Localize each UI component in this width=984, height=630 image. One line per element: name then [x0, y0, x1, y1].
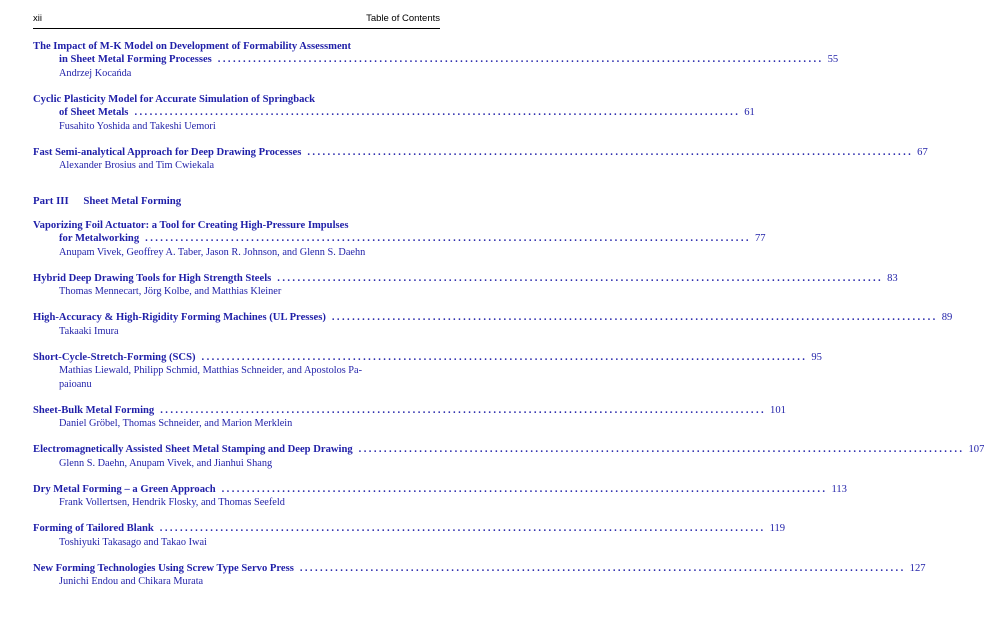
dot-leader: ........................................................................................................................ [307, 146, 914, 158]
entry-authors: Toshiyuki Takasago and Takao Iwai [59, 536, 207, 548]
entry-title[interactable]: Fast Semi-analytical Approach for Deep Drawing Processes [33, 146, 302, 158]
entry-title-line [33, 483, 847, 496]
entry-title[interactable]: Short-Cycle-Stretch-Forming (SCS) [33, 351, 196, 363]
entry-authors: Frank Vollertsen, Hendrik Flosky, and Thomas Seefeld [59, 497, 285, 509]
toc-entry[interactable] [33, 483, 847, 510]
entry-title[interactable]: New Forming Technologies Using Screw Type Servo Press [33, 562, 294, 574]
toc-entries-group-2 [33, 219, 984, 589]
entry-page-number[interactable]: 55 [827, 54, 839, 66]
entry-page-number[interactable]: 107 [968, 444, 984, 456]
entry-page-number[interactable]: 67 [917, 146, 928, 158]
toc-entry[interactable] [33, 562, 926, 589]
entry-page-number[interactable]: 119 [769, 523, 786, 535]
toc-entry[interactable] [33, 40, 839, 81]
dot-leader: ........................................................................................................................ [299, 562, 906, 574]
entry-title[interactable]: Electromagnetically Assisted Sheet Metal Stamping and Deep Drawing [33, 444, 353, 456]
entry-title-line [33, 219, 439, 232]
entry-authors: Andrzej Kocańda [59, 67, 132, 79]
toc-entry[interactable] [33, 311, 953, 338]
running-title: Table of Contents [366, 13, 440, 24]
page-number: xii [33, 13, 42, 24]
entry-title-line [33, 146, 928, 159]
entry-page-number[interactable]: 89 [941, 312, 953, 324]
dot-leader: ........................................................................................................................ [201, 351, 808, 363]
entry-page-number[interactable]: 77 [754, 233, 766, 245]
entry-title-line [33, 562, 926, 575]
entry-authors: Junichi Endou and Chikara Murata [59, 576, 204, 588]
entry-title[interactable]: of Sheet Metals [59, 107, 129, 119]
entry-title[interactable]: Forming of Tailored Blank [33, 523, 154, 535]
entry-title-line [33, 40, 439, 53]
entry-title[interactable]: Dry Metal Forming – a Green Approach [33, 483, 216, 495]
toc-entry[interactable] [33, 146, 928, 173]
entry-authors: Glenn S. Daehn, Anupam Vivek, and Jianhui Shang [59, 457, 273, 469]
entry-authors: Daniel Gröbel, Thomas Schneider, and Marion Merklein [59, 418, 293, 430]
toc-entry[interactable] [33, 404, 786, 431]
entry-authors: Fusahito Yoshida and Takeshi Uemori [59, 120, 216, 132]
toc-entry[interactable] [33, 93, 755, 134]
entry-authors: Takaaki Imura [59, 325, 119, 337]
entry-title-line [33, 232, 766, 245]
table-of-contents [33, 40, 984, 601]
dot-leader: ........................................................................................................................ [217, 54, 824, 66]
dot-leader: ........................................................................................................................ [277, 272, 884, 284]
entry-page-number[interactable]: 83 [887, 272, 898, 284]
dot-leader: ........................................................................................................................ [331, 312, 938, 324]
entry-title-line [33, 93, 439, 106]
entry-title-line [33, 106, 755, 119]
toc-entry[interactable] [33, 272, 898, 299]
dot-leader: ........................................................................................................................ [358, 444, 965, 456]
entry-title[interactable]: in Sheet Metal Forming Processes [59, 54, 212, 66]
entry-page-number[interactable]: 113 [831, 483, 847, 495]
entry-page-number[interactable]: 61 [744, 107, 755, 119]
entry-title-line [33, 311, 953, 324]
part-label: Part III [33, 195, 69, 208]
entry-title-line [33, 351, 822, 364]
toc-entry[interactable] [33, 219, 766, 260]
part-heading [33, 195, 439, 207]
entry-title[interactable]: for Metalworking [59, 233, 140, 245]
dot-leader: ........................................................................................................................ [134, 107, 741, 119]
entry-title[interactable]: Hybrid Deep Drawing Tools for High Strength Steels [33, 272, 272, 284]
dot-leader: ........................................................................................................................ [160, 405, 767, 417]
entry-authors: Alexander Brosius and Tim Cwiekala [59, 160, 215, 172]
toc-entries-group-1 [33, 40, 928, 173]
entry-authors: Anupam Vivek, Geoffrey A. Taber, Jason R. Johnson, and Glenn S. Daehn [59, 246, 366, 258]
toc-entry[interactable] [33, 351, 822, 392]
entry-title[interactable]: Vaporizing Foil Actuator: a Tool for Creating High-Pressure Impulses [33, 220, 349, 232]
entry-title[interactable]: Cyclic Plasticity Model for Accurate Simulation of Springback [33, 93, 315, 105]
entry-title-line [33, 404, 786, 417]
toc-entry[interactable] [33, 443, 984, 470]
dot-leader: ........................................................................................................................ [145, 233, 751, 245]
entry-title-line [33, 522, 786, 535]
entry-authors: paioanu [59, 379, 92, 391]
entry-title-line [33, 53, 839, 66]
part-title: Sheet Metal Forming [83, 195, 182, 208]
running-header [33, 12, 440, 29]
dot-leader: ........................................................................................................................ [159, 523, 766, 535]
toc-entry[interactable] [33, 522, 786, 549]
entry-title-line [33, 272, 898, 285]
entry-title[interactable]: The Impact of M-K Model on Development of Formability Assessment [33, 41, 352, 52]
entry-page-number[interactable]: 127 [909, 562, 926, 574]
entry-authors: Thomas Mennecart, Jörg Kolbe, and Matthias Kleiner [59, 286, 282, 298]
entry-page-number[interactable]: 101 [770, 405, 786, 417]
dot-leader: ........................................................................................................................ [221, 483, 828, 495]
entry-authors: Mathias Liewald, Philipp Schmid, Matthias Schneider, and Apostolos Pa- [59, 365, 363, 377]
entry-page-number[interactable]: 95 [811, 351, 822, 363]
entry-title[interactable]: High-Accuracy & High-Rigidity Forming Machines (UL Presses) [33, 312, 326, 324]
entry-title[interactable]: Sheet-Bulk Metal Forming [33, 405, 155, 417]
entry-title-line [33, 443, 984, 456]
